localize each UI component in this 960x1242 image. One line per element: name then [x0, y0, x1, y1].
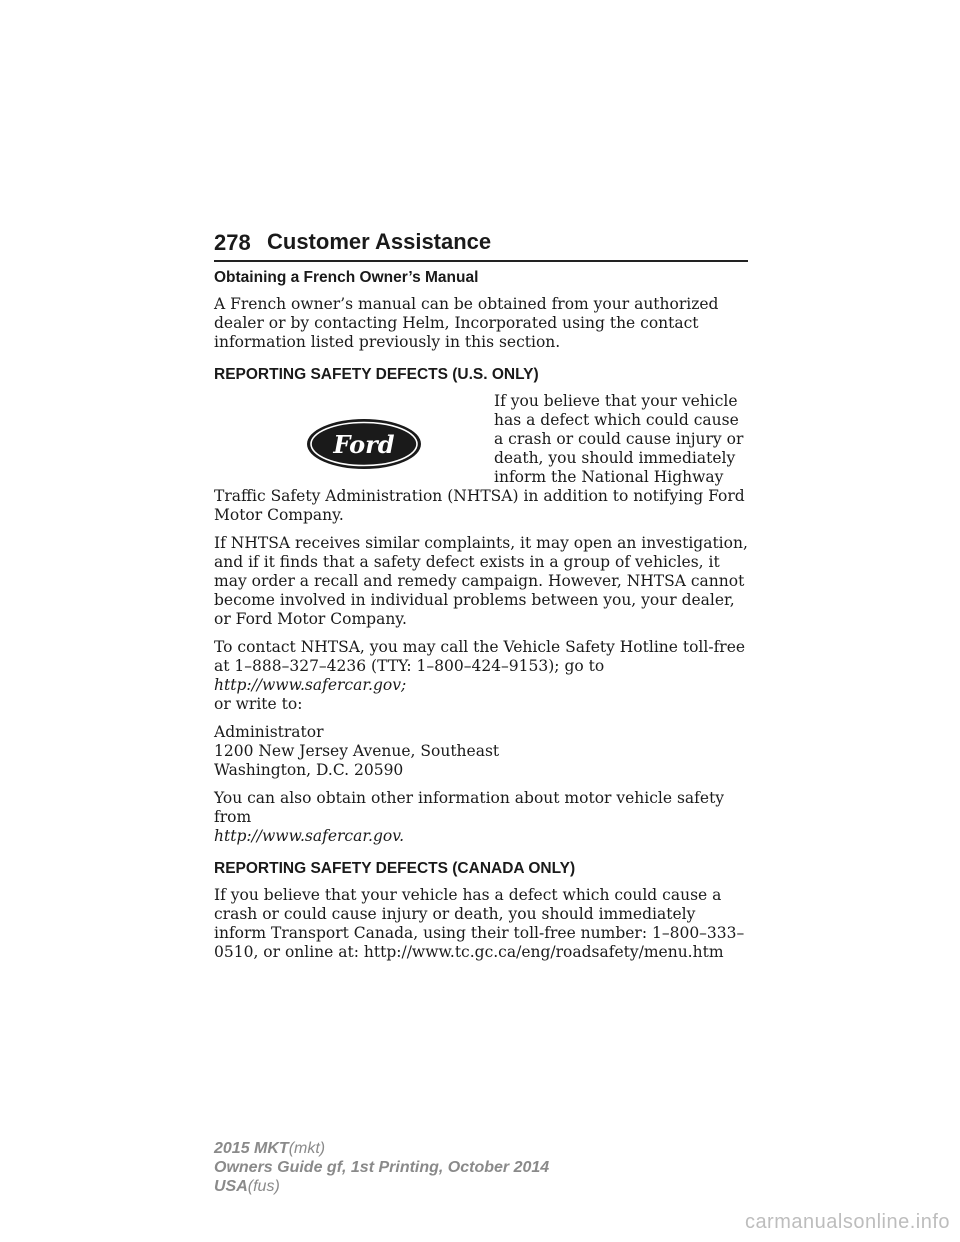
- us-defects-contact-paragraph: [214, 638, 748, 714]
- more-info-text: You can also obtain other information about motor vehicle safety from: [214, 789, 725, 826]
- address-line: Administrator: [214, 723, 324, 741]
- footer-model-code: (mkt): [288, 1140, 326, 1157]
- french-manual-paragraph: A French owner’s manual can be obtained from your authorized dealer or by contacting Helm, Incorporated using the contact information listed previously in this section.: [214, 295, 719, 351]
- page-footer: [214, 1139, 549, 1196]
- french-manual-heading: Obtaining a French Owner’s Manual: [214, 269, 479, 286]
- safercar-link-2[interactable]: http://www.safercar.gov.: [214, 827, 405, 845]
- footer-model: 2015 MKT: [214, 1140, 289, 1157]
- footer-line-region: [214, 1177, 549, 1196]
- mailing-address: [214, 723, 748, 780]
- page-content: [214, 268, 748, 971]
- us-defects-intro: If you believe that your vehicle has a defect which could cause a crash or could cause injury or death, you should immediately inform the National Highway Traffic Safety Administration (NHTSA) in addition to notifying Ford Motor Company.: [214, 392, 745, 524]
- ford-logo-icon: [306, 418, 422, 470]
- canada-defects-heading: REPORTING SAFETY DEFECTS (CANADA ONLY): [214, 860, 576, 877]
- safercar-link[interactable]: http://www.safercar.gov;: [214, 676, 407, 694]
- contact-text-end: or write to:: [214, 695, 303, 713]
- footer-region: USA: [214, 1178, 248, 1195]
- us-defects-nhtsa-paragraph: If NHTSA receives similar complaints, it may open an investigation, and if it finds that a safety defect exists in a group of vehicles, it may order a recall and remedy campaign. However, NHTSA cannot become involved in individual problems between you, your dealer, or Ford Motor Company.: [214, 534, 748, 628]
- contact-text: To contact NHTSA, you may call the Vehicle Safety Hotline toll-free at 1–888–327–4236 (TTY: 1–800–424–9153); go to: [214, 638, 746, 675]
- ford-logo-text: Ford: [333, 430, 395, 459]
- footer-region-code: (fus): [247, 1178, 280, 1195]
- address-line: 1200 New Jersey Avenue, Southeast: [214, 742, 500, 760]
- ford-logo-box: [214, 392, 494, 487]
- section-title: Customer Assistance: [267, 229, 492, 254]
- footer-line-model: [214, 1139, 549, 1158]
- footer-printing: Owners Guide gf, 1st Printing, October 2014: [214, 1159, 550, 1176]
- canada-defects-paragraph: If you believe that your vehicle has a defect which could cause a crash or could cause injury or death, you should immediately inform Transport Canada, using their toll-free number: 1–800–333–0510, or online at: http://www.tc.gc.ca/eng/roadsafety/menu.htm: [214, 886, 745, 961]
- more-info-paragraph: [214, 789, 748, 846]
- page-header: [214, 226, 748, 262]
- address-line: Washington, D.C. 20590: [214, 761, 404, 779]
- footer-line-printing: [214, 1158, 549, 1177]
- watermark-text: carmanualsonline.info: [744, 1211, 950, 1233]
- page-number: 278: [214, 230, 251, 255]
- us-defects-heading: REPORTING SAFETY DEFECTS (U.S. ONLY): [214, 366, 539, 383]
